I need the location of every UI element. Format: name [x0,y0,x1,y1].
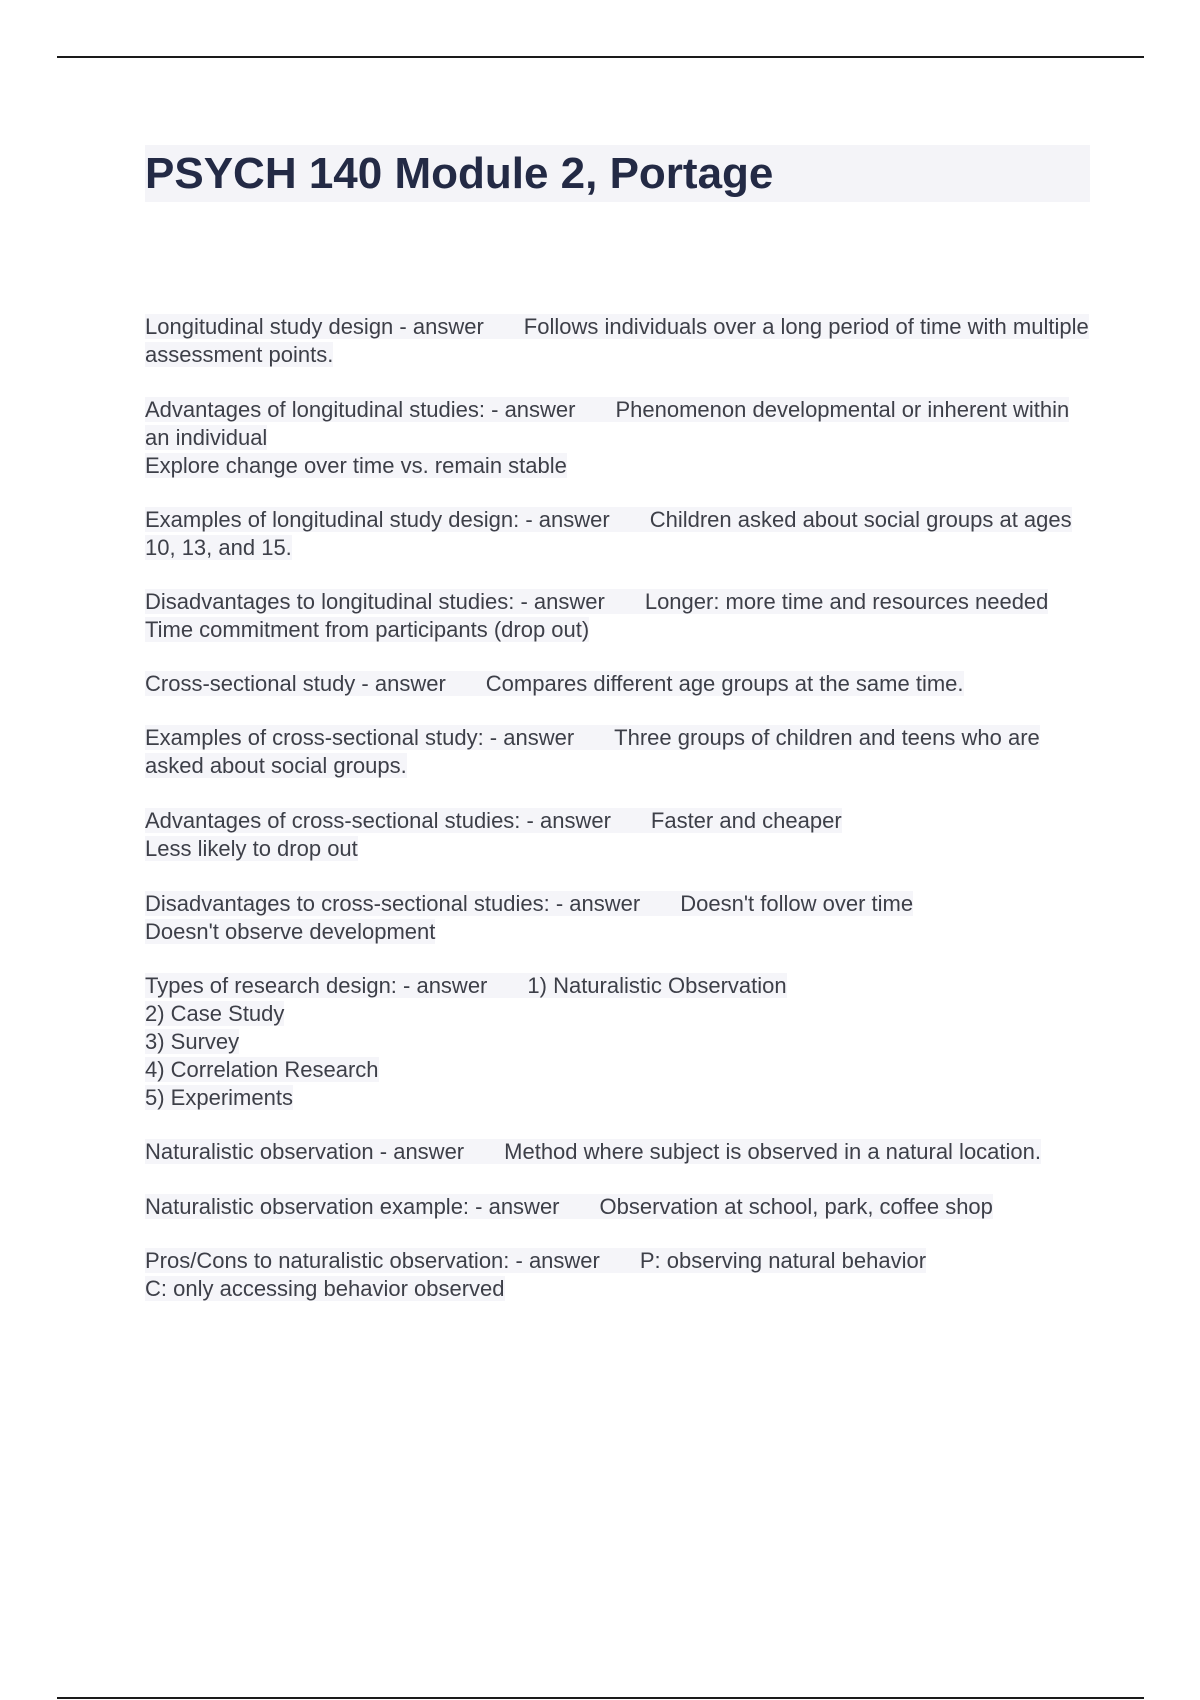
entry-term: Naturalistic observation - answer [145,1139,465,1164]
entry-term: Pros/Cons to naturalistic observation: - answer [145,1248,600,1273]
entry-definition: Follows individuals over a long period of time with multiple assessment points. [145,314,1089,367]
entry-term: Cross-sectional study - answer [145,671,446,696]
entry-definition-line: Time commitment from participants (drop out) [145,617,590,642]
entry-term: Types of research design: - answer [145,973,488,998]
entry-definition: Phenomenon developmental or inherent within an individual [145,397,1070,450]
flashcard-entry [145,807,1095,863]
entry-term: Longitudinal study design - answer [145,314,484,339]
entry-definition: Doesn't follow over time [680,891,914,916]
entry-definition: P: observing natural behavior [639,1248,927,1273]
entry-definition: Method where subject is observed in a natural location. [504,1139,1042,1164]
entry-definition-line: Doesn't observe development [145,919,436,944]
entry-definition: Compares different age groups at the same time. [485,671,964,696]
flashcard-entry [145,313,1095,369]
flashcard-entry [145,670,1095,698]
flashcard-entry [145,396,1095,480]
entry-definition: Three groups of children and teens who are asked about social groups. [145,725,1040,778]
flashcard-list [145,313,1095,1303]
top-rule [57,56,1144,58]
entry-definition: Observation at school, park, coffee shop [599,1194,993,1219]
entry-definition: Children asked about social groups at ages 10, 13, and 15. [145,507,1072,560]
flashcard-entry [145,724,1095,780]
flashcard-entry [145,972,1095,1112]
entry-term: Advantages of cross-sectional studies: - answer [145,808,611,833]
entry-definition-line: C: only accessing behavior observed [145,1276,505,1301]
entry-definition-line: 2) Case Study [145,1001,285,1026]
flashcard-entry [145,1193,1095,1221]
entry-term: Disadvantages to longitudinal studies: - answer [145,589,605,614]
entry-term: Naturalistic observation example: - answer [145,1194,560,1219]
entry-definition: Longer: more time and resources needed [644,589,1049,614]
document-title: PSYCH 140 Module 2, Portage [145,149,774,198]
entry-definition-line: 5) Experiments [145,1085,293,1110]
entry-term: Examples of cross-sectional study: - answer [145,725,575,750]
entry-term: Examples of longitudinal study design: - answer [145,507,610,532]
flashcard-entry [145,1247,1095,1303]
bottom-rule [57,1697,1144,1699]
entry-definition: Faster and cheaper [650,808,842,833]
entry-definition-line: 3) Survey [145,1029,240,1054]
entry-term: Disadvantages to cross-sectional studies: - answer [145,891,641,916]
entry-definition-line: 4) Correlation Research [145,1057,379,1082]
flashcard-entry [145,506,1095,562]
entry-definition-line: Explore change over time vs. remain stable [145,453,567,478]
flashcard-entry [145,1138,1095,1166]
entry-definition-line: Less likely to drop out [145,836,358,861]
entry-definition: 1) Naturalistic Observation [527,973,787,998]
flashcard-entry [145,890,1095,946]
entry-term: Advantages of longitudinal studies: - answer [145,397,576,422]
flashcard-entry [145,588,1095,644]
